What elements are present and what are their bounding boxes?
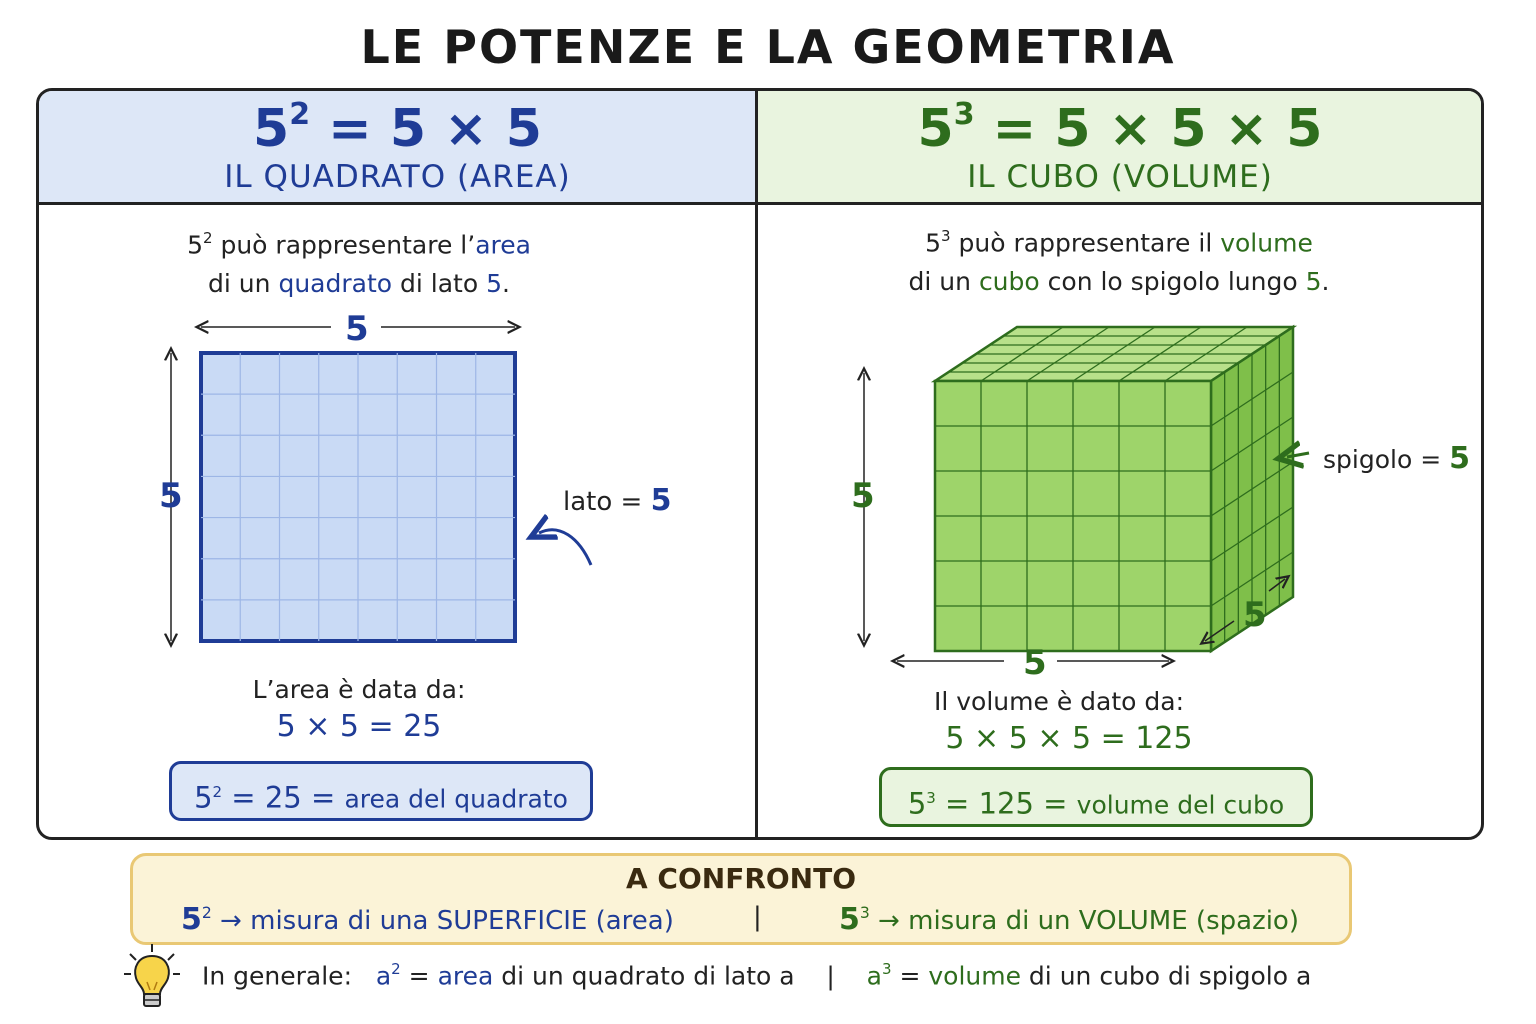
comparison-separator: | xyxy=(753,902,762,932)
page-title: LE POTENZE E LA GEOMETRIA xyxy=(360,20,1176,74)
square-description: $5^2$ può rappresentare l’area di un quadrato di lato 5. xyxy=(187,229,531,298)
square-left-label: 5 xyxy=(159,476,183,516)
general-rule: In generale: $a^2$ = area di un quadrato di lato a | $a^3$ = volume di un cubo di spigolo a xyxy=(202,960,1312,991)
comparison-square: $5^2$ → misura di una SUPERFICIE (area) xyxy=(181,902,674,937)
comparison-panel xyxy=(36,88,1484,840)
area-caption: L’area è data da: xyxy=(252,675,466,704)
cube-depth-label: 5 xyxy=(1243,595,1267,635)
square-formula: $5^2 = 5 \times 5$ xyxy=(253,97,542,159)
cube-width-label: 5 xyxy=(1023,643,1047,683)
side-label: lato = 5 xyxy=(563,483,672,518)
volume-result-box: $5^3 = 125$ = volume del cubo xyxy=(879,767,1313,827)
volume-caption: Il volume è dato da: xyxy=(934,687,1184,716)
area-equation: 5 × 5 = 25 xyxy=(276,709,442,744)
cube-description: $5^3$ può rappresentare il volume di un cubo con lo spigolo lungo 5. xyxy=(908,227,1330,296)
square-figure xyxy=(139,301,699,661)
volume-equation: 5 × 5 × 5 = 125 xyxy=(945,721,1193,756)
square-top-label: 5 xyxy=(345,309,369,349)
edge-label: spigolo = 5 xyxy=(1323,441,1470,476)
lightbulb-icon xyxy=(122,942,182,1014)
cube-subtitle: IL CUBO (VOLUME) xyxy=(967,159,1273,195)
comparison-cube: $5^3$ → misura di un VOLUME (spazio) xyxy=(839,902,1299,937)
square-subtitle: IL QUADRATO (AREA) xyxy=(224,159,571,195)
side-pointer-arrow xyxy=(539,530,591,565)
comparison-title: A CONFRONTO xyxy=(625,862,857,895)
area-result-box: $5^2 = 25$ = area del quadrato xyxy=(169,761,593,821)
column-divider xyxy=(755,91,758,840)
cube-formula: $5^3 = 5 \times 5 \times 5$ xyxy=(917,97,1323,159)
cube-height-label: 5 xyxy=(851,476,875,516)
comparison-box xyxy=(130,853,1352,945)
cube-shape xyxy=(935,327,1293,651)
square-header xyxy=(39,91,756,205)
cube-header xyxy=(756,91,1484,205)
